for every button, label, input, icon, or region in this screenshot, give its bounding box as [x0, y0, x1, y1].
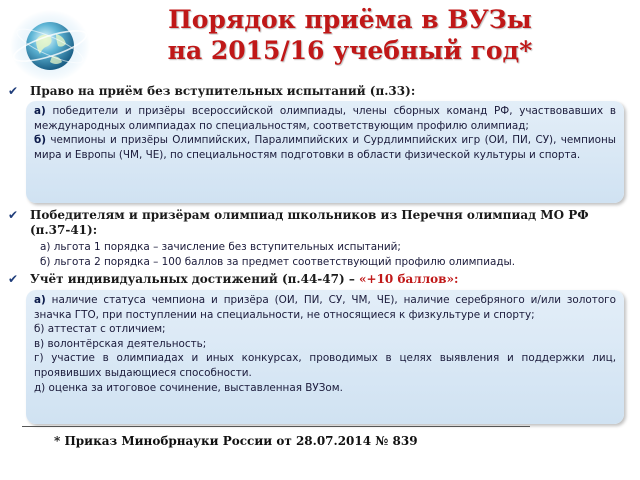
section3-item-b: б) аттестат с отличием;: [34, 323, 166, 336]
title-star: *: [519, 36, 533, 65]
section1-item-b-text: чемпионы и призёры Олимпийских, Паралимпийских и Сурдлимпийских игр (ОИ, ПИ, СУ), чемпионы мира и Европы (ЧМ, ЧЕ), по специальностям подготовки в области физической культуры и спорта.: [34, 134, 616, 161]
section1-heading: Право на приём без вступительных испытаний (п.33):: [30, 84, 416, 98]
footnote-divider: [22, 426, 530, 427]
section1-box: [26, 101, 624, 203]
section1-item-a: [34, 104, 616, 133]
slide-title: [120, 4, 580, 66]
section3-item-a-text: наличие статуса чемпиона и призёра (ОИ, ПИ, СУ, ЧМ, ЧЕ), наличие серебряного и/или золотого значка ГТО, при поступлении на специальности, не относящиеся к физкультуре и спорту;: [34, 294, 616, 321]
section2-heading-line-2: (п.37-41):: [30, 223, 98, 237]
section2-item-a: а) льгота 1 порядка – зачисление без вступительных испытаний;: [40, 241, 401, 253]
title-line-2-text: на 2015/16 учебный год: [167, 36, 520, 65]
section3-heading: [30, 272, 458, 287]
section1-item-a-prefix: а): [34, 105, 46, 117]
checkmark-icon: ✔: [8, 84, 19, 98]
title-line-1: Порядок приёма в ВУЗы: [168, 5, 532, 34]
section3-item-e: д) оценка за итоговое сочинение, выставленная ВУЗом.: [34, 381, 343, 394]
section1-item-b-prefix: б): [34, 134, 47, 147]
section1-item-b: [34, 133, 616, 162]
section3-item-d: г) участие в олимпиадах и иных конкурсах, проводимых в целях выявления и поддержки лиц, проявивших выдающиеся способности.: [34, 352, 616, 379]
footnote: * Приказ Минобрнауки России от 28.07.2014 № 839: [54, 434, 418, 448]
section2-item-b: б) льгота 2 порядка – 100 баллов за предмет соответствующий профилю олимпиады.: [40, 256, 516, 268]
title-line-2: [120, 35, 580, 66]
section3-item-a-prefix: а): [34, 294, 46, 306]
section3-item-c: в) волонтёрская деятельность;: [34, 337, 207, 350]
section2-heading-line-1: Победителям и призёрам олимпиад школьников из Перечня олимпиад МО РФ: [30, 208, 589, 222]
section3-box: [26, 290, 624, 424]
globe-icon: [6, 4, 90, 84]
section1-item-a-text: победители и призёры всероссийской олимпиады, члены сборных команд РФ, участвовавших в международных олимпиадах по специальностям, соответствующим профилю олимпиад;: [34, 105, 616, 132]
section3-item-a: [34, 293, 616, 322]
section3-heading-accent: «+10 баллов»:: [359, 272, 459, 286]
section2-heading: [30, 208, 624, 238]
checkmark-icon: ✔: [8, 208, 19, 222]
checkmark-icon: ✔: [8, 272, 19, 286]
section3-heading-text: Учёт индивидуальных достижений (п.44-47) –: [30, 272, 355, 286]
